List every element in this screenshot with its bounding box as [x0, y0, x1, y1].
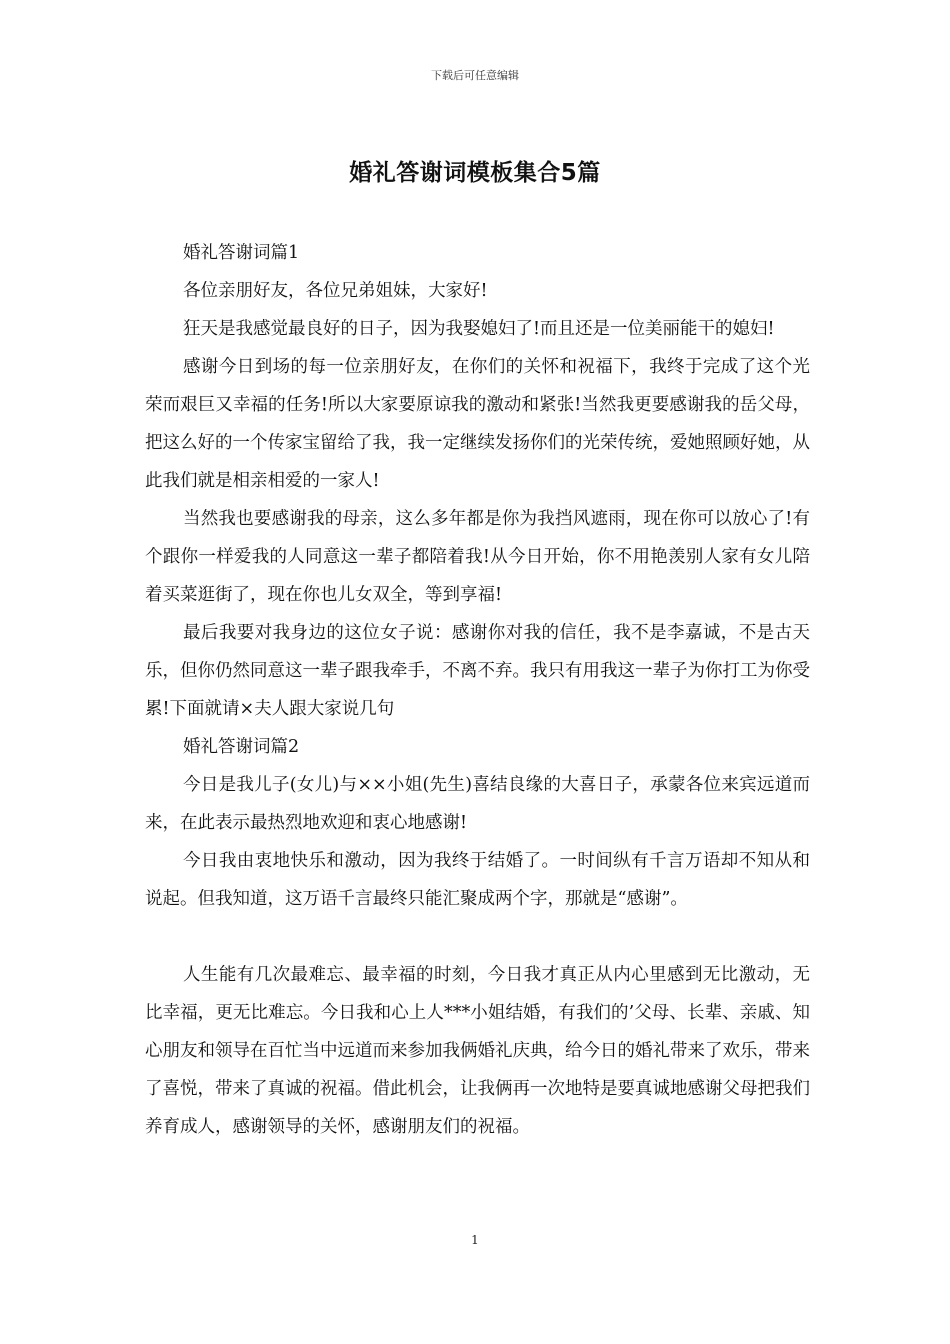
paragraph: 各位亲朋好友，各位兄弟姐妹，大家好! [183, 281, 488, 301]
document-title: 婚礼答谢词模板集合5篇 [349, 160, 601, 186]
section-heading-1: 婚礼答谢词篇1 [183, 243, 300, 263]
paragraph: 今日我由衷地快乐和激动，因为我终于结婚了。一时间纵有千言万语却不知从和说起。但我知道，这万语千言最终只能汇聚成两个字，那就是“感谢”。 [145, 851, 810, 909]
section-heading-2: 婚礼答谢词篇2 [183, 737, 300, 757]
blank-line [145, 918, 810, 956]
paragraph: 今日是我儿子(女儿)与××小姐(先生)喜结良缘的大喜日子，承蒙各位来宾远道而来，在此表示最热烈地欢迎和衷心地感谢! [145, 775, 810, 833]
paragraph: 狂天是我感觉最良好的日子，因为我娶媳妇了!而且还是一位美丽能干的媳妇! [183, 319, 775, 339]
paragraph: 当然我也要感谢我的母亲，这么多年都是你为我挡风遮雨，现在你可以放心了!有个跟你一样爱我的人同意这一辈子都陪着我!从今日开始，你不用艳羡别人家有女儿陪着买菜逛街了，现在你也儿女双全，等到享福! [145, 509, 810, 605]
header-note: 下载后可任意编辑 [431, 69, 519, 82]
paragraph: 最后我要对我身边的这位女子说：感谢你对我的信任，我不是李嘉诚，不是古天乐，但你仍然同意这一辈子跟我牵手，不离不弃。我只有用我这一辈子为你打工为你受累!下面就请×夫人跟大家说几句 [145, 623, 810, 719]
paragraph: 人生能有几次最难忘、最幸福的时刻，今日我才真正从内心里感到无比激动，无比幸福，更无比难忘。今日我和心上人***小姐结婚，有我们的’父母、长辈、亲戚、知心朋友和领导在百忙当中远道而来参加我俩婚礼庆典，给今日的婚礼带来了欢乐，带来了喜悦，带来了真诚的祝福。借此机会，让我俩再一次地特是要真诚地感谢父母把我们养育成人，感谢领导的关怀，感谢朋友们的祝福。 [145, 965, 810, 1137]
document-body [145, 234, 810, 1146]
page-number: 1 [471, 1233, 479, 1247]
paragraph: 感谢今日到场的每一位亲朋好友，在你们的关怀和祝福下，我终于完成了这个光荣而艰巨又幸福的任务!所以大家要原谅我的激动和紧张!当然我更要感谢我的岳父母，把这么好的一个传家宝留给了我，我一定继续发扬你们的光荣传统，爱她照顾好她，从此我们就是相亲相爱的一家人! [145, 357, 810, 491]
